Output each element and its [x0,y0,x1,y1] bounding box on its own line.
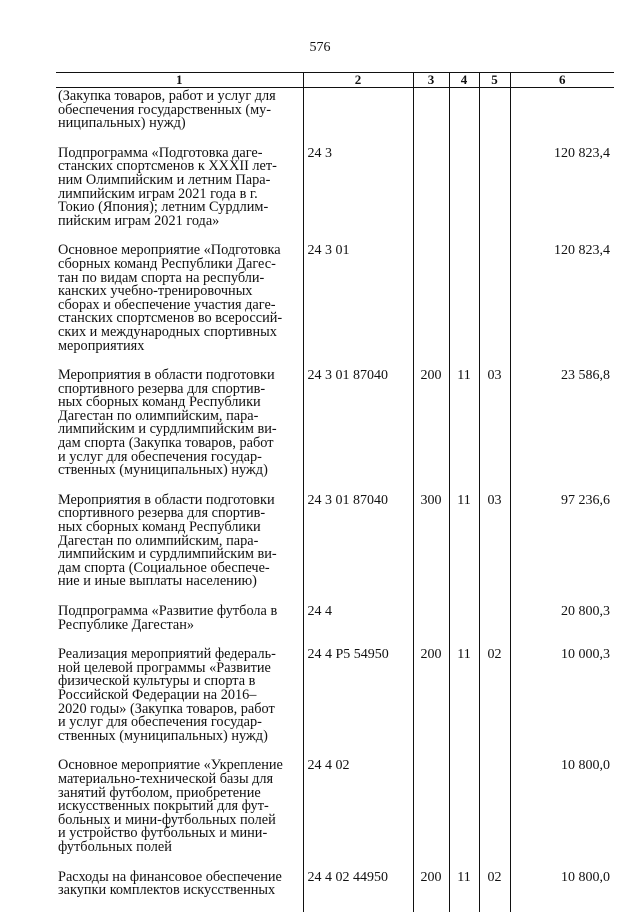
table-row [56,603,614,646]
cell-expense-type: 300 [413,492,449,603]
cell-expense-type [413,242,449,367]
header-col-4: 4 [449,73,479,88]
cell-description: Реализация мероприятий федераль- ной целевой программы «Развитие физической культуры и спорта в Российской Федерации на 2016– 2020 годы» (Закупка товаров, работ и услуг для обеспечения государ- ственных (муниципальных) нужд) [58,646,276,744]
cell-amount: 10 000,3 [510,646,614,757]
cell-amount: 20 800,3 [510,603,614,646]
cell-amount [510,88,614,145]
cell-target-code: 24 3 01 87040 [303,492,413,603]
header-col-1: 1 [56,73,303,88]
cell-description: Основное мероприятие «Укрепление материально-технической базы для занятий футболом, приобретение искусственных покрытий для фут- больных и мини-футбольных полей и устройство футбольных и мини- футбольных полей [58,757,283,855]
cell-amount: 10 800,0 [510,869,614,912]
table-row [56,88,614,145]
cell-subsection [479,757,510,868]
cell-target-code [303,88,413,145]
cell-amount: 23 586,8 [510,367,614,492]
header-col-3: 3 [413,73,449,88]
header-col-2: 2 [303,73,413,88]
cell-expense-type: 200 [413,367,449,492]
table-row [56,492,614,603]
cell-section [449,242,479,367]
cell-subsection: 02 [479,869,510,912]
cell-section: 11 [449,492,479,603]
cell-target-code: 24 3 01 [303,242,413,367]
cell-expense-type [413,88,449,145]
cell-expense-type: 200 [413,869,449,912]
cell-section: 11 [449,367,479,492]
cell-subsection: 02 [479,646,510,757]
cell-description: (Закупка товаров, работ и услуг для обеспечения государственных (му- ниципальных) нужд) [58,88,276,132]
cell-description: Мероприятия в области подготовки спортивного резерва для спортив- ных сборных команд Республики Дагестан по олимпийским, пара- лимпийским и сурдлимпийским ви- дам спорта (Закупка товаров, работ и услуг для обеспечения государ- ственных (муниципальных) нужд) [58,367,277,479]
header-col-6: 6 [510,73,614,88]
cell-expense-type: 200 [413,646,449,757]
cell-expense-type [413,603,449,646]
cell-target-code: 24 4 02 [303,757,413,868]
cell-amount: 120 823,4 [510,242,614,367]
budget-table [56,72,614,912]
cell-description: Основное мероприятие «Подготовка сборных команд Республики Дагес- тан по видам спорта на республи- канских учебно-тренировочных сборах и обеспечение участия даге- станских спортсменов во всероссий- ских и международных спортивных мероприятиях [58,242,283,354]
cell-section [449,88,479,145]
cell-description: Подпрограмма «Развитие футбола в Республике Дагестан» [58,603,278,633]
cell-section: 11 [449,646,479,757]
cell-expense-type [413,757,449,868]
table-row [56,646,614,757]
cell-section: 11 [449,869,479,912]
cell-target-code: 24 4 P5 54950 [303,646,413,757]
cell-subsection [479,242,510,367]
page-number: 576 [309,40,331,55]
cell-target-code: 24 4 02 44950 [303,869,413,912]
cell-description: Мероприятия в области подготовки спортивного резерва для спортив- ных сборных команд Республики Дагестан по олимпийским, пара- лимпийским и сурдлимпийским ви- дам спорта (Социальное обеспече- ние и иные выплаты населению) [58,491,277,590]
cell-amount: 120 823,4 [510,145,614,243]
cell-subsection: 03 [479,367,510,492]
cell-amount: 97 236,6 [510,492,614,603]
header-col-5: 5 [479,73,510,88]
cell-subsection [479,145,510,243]
cell-expense-type [413,145,449,243]
cell-section [449,145,479,243]
cell-subsection [479,603,510,646]
cell-amount: 10 800,0 [510,757,614,868]
table-row [56,757,614,868]
cell-subsection [479,88,510,145]
table-row [56,367,614,492]
cell-section [449,757,479,868]
cell-subsection: 03 [479,492,510,603]
header-row [56,73,614,88]
table-row [56,145,614,243]
cell-section [449,603,479,646]
cell-target-code: 24 3 [303,145,413,243]
table-row [56,242,614,367]
cell-target-code: 24 3 01 87040 [303,367,413,492]
cell-description: Подпрограмма «Подготовка даге- станских спортсменов к XXXII лет- ним Олимпийским и летним Пара- лимпийским играм 2021 года в г. Токио (Япония); летним Сурдлим- пийским играм 2021 года» [58,144,277,229]
table-header [56,73,614,88]
table-body [56,88,614,912]
budget-table-container [56,72,614,912]
cell-target-code: 24 4 [303,603,413,646]
cell-description: Расходы на финансовое обеспечение закупки комплектов искусственных [58,868,282,899]
table-row [56,869,614,912]
